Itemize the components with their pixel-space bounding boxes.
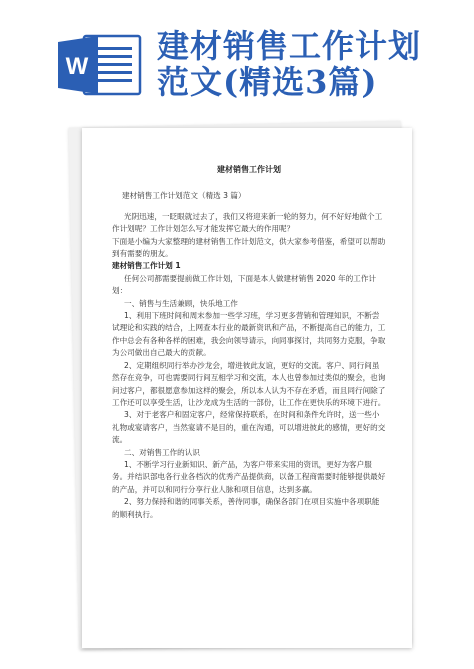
paragraph-4: 3、对于老客户和固定客户，经常保持联系，在时间和条件允许时，送一些小礼物或宴请客户，当然宴请不是目的，重在沟通，可以增进彼此的感情，更好的交流。	[112, 410, 386, 445]
header	[0, 0, 474, 115]
title-line-1: 建材销售工作计划	[157, 27, 422, 65]
document-content	[112, 164, 386, 521]
paragraph-3: 2、定期组织同行举办沙龙会，增进彼此友谊，更好的交流。客户、同行间虽然存在竞争，可也需要同行间互相学习和交流，本人也曾参加过类似的聚会，也询问过客户，都很愿意参加这样的聚会，所以本人认为不存在矛盾，而且同行间除了工作还可以享受生活，让沙龙成为生活的一部份，让工作在更快乐的环境下进行。	[112, 360, 386, 407]
document-subtitle: 建材销售工作计划范文（精选 3 篇）	[122, 191, 246, 201]
document-page	[82, 128, 412, 648]
title-line-2: 范文(精选3篇)	[157, 63, 378, 101]
page-title	[157, 28, 421, 100]
paragraph-6: 2、努力保持和谐的同事关系，善待同事，确保各部门在项目实施中各项职能的顺利执行。	[112, 497, 380, 519]
subheading-1: 一、销售与生活兼顾，快乐地工作	[124, 298, 238, 308]
paragraph-5: 1、不断学习行业新知识、新产品，为客户带来实用的资讯，更好为客户服务。并结识部电各行业各档次的优秀产品提供商，以备工程商需要时能够提供最好的产品，并可以和同行分享行业人脉和项目信息，达到多赢。	[112, 459, 386, 494]
svg-text:W: W	[65, 53, 89, 80]
paragraph-intro-2: 下面是小编为大家整理的建材销售工作计划范文，供大家参考借鉴，希望可以帮助到有需要的朋友。	[112, 236, 386, 259]
word-doc-icon	[56, 34, 142, 96]
paragraph-2: 1、利用下班时间和周末参加一些学习班，学习更多营销和管理知识，不断尝试理论和实践的结合，上网查本行业的最新资讯和产品，不断提高自己的能力，工作中总会有各种各样的困难，我会向领导请示，向同事探讨，共同努力克服，争取为公司做出自己最大的贡献。	[112, 311, 386, 358]
subheading-2: 二、对销售工作的认识	[124, 447, 200, 457]
paragraph-intro-1: 光阴迅速，一眨眼就过去了，我们又将迎来新一轮的努力，何不好好地做个工作计划呢？工作计划怎么写才能发挥它最大的作用呢？	[112, 211, 383, 234]
paragraph-1: 任何公司都需要提前做工作计划，下面是本人做建材销售 2020 年的工作计划：	[112, 273, 376, 296]
document-title: 建材销售工作计划	[217, 165, 281, 174]
section-heading-1: 建材销售工作计划 1	[112, 261, 181, 271]
